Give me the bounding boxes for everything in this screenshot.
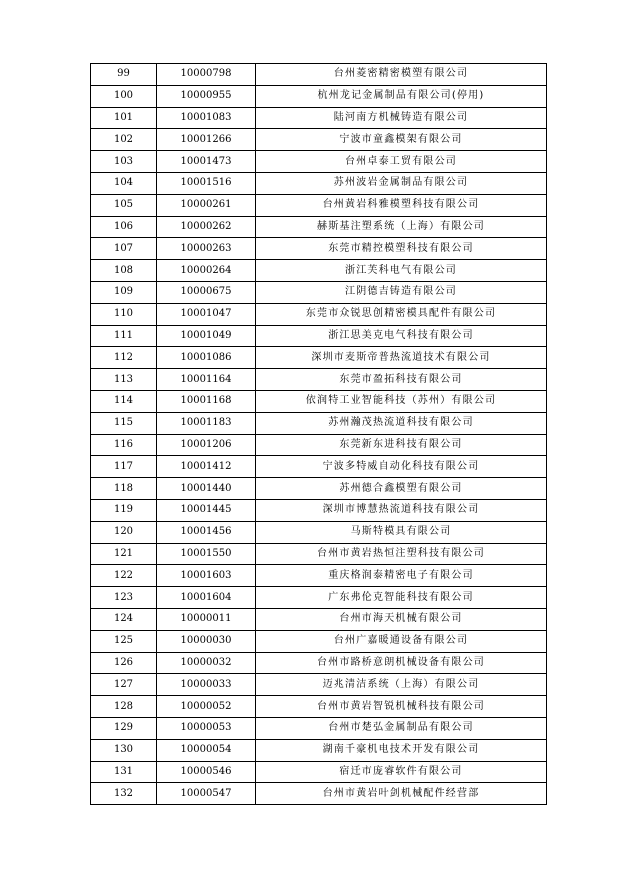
- company-name-cell: 台州菱密精密模塑有限公司: [256, 64, 547, 86]
- table-row: [91, 543, 547, 565]
- row-index-cell: 132: [91, 783, 157, 805]
- table-row: [91, 456, 547, 478]
- table-row: [91, 608, 547, 630]
- table-row: [91, 739, 547, 761]
- row-index-cell: 117: [91, 456, 157, 478]
- table-row: [91, 129, 547, 151]
- company-code-cell: 10001168: [157, 390, 256, 412]
- table-row: [91, 325, 547, 347]
- table-row: [91, 761, 547, 783]
- company-name-cell: 东莞新东进科技有限公司: [256, 434, 547, 456]
- company-code-cell: 10001516: [157, 172, 256, 194]
- row-index-cell: 109: [91, 281, 157, 303]
- company-name-cell: 台州市黄岩叶剑机械配件经营部: [256, 783, 547, 805]
- company-name-cell: 浙江芙科电气有限公司: [256, 260, 547, 282]
- table-row: [91, 194, 547, 216]
- company-code-cell: 10000263: [157, 238, 256, 260]
- company-code-cell: 10000675: [157, 281, 256, 303]
- table-row: [91, 238, 547, 260]
- row-index-cell: 104: [91, 172, 157, 194]
- company-code-cell: 10001440: [157, 478, 256, 500]
- company-name-cell: 台州黄岩科雅模塑科技有限公司: [256, 194, 547, 216]
- table-row: [91, 369, 547, 391]
- company-code-cell: 10000546: [157, 761, 256, 783]
- table-row: [91, 64, 547, 86]
- company-code-cell: 10000052: [157, 696, 256, 718]
- table-row: [91, 717, 547, 739]
- company-name-cell: 苏州波岩金属制品有限公司: [256, 172, 547, 194]
- row-index-cell: 118: [91, 478, 157, 500]
- table-row: [91, 347, 547, 369]
- table-row: [91, 172, 547, 194]
- table-row: [91, 260, 547, 282]
- company-name-cell: 广东弗伦克智能科技有限公司: [256, 587, 547, 609]
- row-index-cell: 123: [91, 587, 157, 609]
- row-index-cell: 101: [91, 107, 157, 129]
- row-index-cell: 106: [91, 216, 157, 238]
- company-code-cell: 10000011: [157, 608, 256, 630]
- row-index-cell: 112: [91, 347, 157, 369]
- row-index-cell: 124: [91, 608, 157, 630]
- row-index-cell: 121: [91, 543, 157, 565]
- company-code-cell: 10000264: [157, 260, 256, 282]
- company-code-cell: 10001473: [157, 151, 256, 173]
- company-code-cell: 10001412: [157, 456, 256, 478]
- row-index-cell: 111: [91, 325, 157, 347]
- company-code-cell: 10001206: [157, 434, 256, 456]
- table-row: [91, 281, 547, 303]
- company-code-cell: 10001445: [157, 499, 256, 521]
- table-row: [91, 85, 547, 107]
- company-code-cell: 10000798: [157, 64, 256, 86]
- row-index-cell: 122: [91, 565, 157, 587]
- row-index-cell: 115: [91, 412, 157, 434]
- table-row: [91, 565, 547, 587]
- company-name-cell: 江阴德吉铸造有限公司: [256, 281, 547, 303]
- company-code-cell: 10001164: [157, 369, 256, 391]
- company-name-cell: 赫斯基注塑系统（上海）有限公司: [256, 216, 547, 238]
- company-name-cell: 台州市海天机械有限公司: [256, 608, 547, 630]
- company-name-cell: 深圳市麦斯帝普热流道技术有限公司: [256, 347, 547, 369]
- company-code-cell: 10001550: [157, 543, 256, 565]
- company-code-cell: 10000547: [157, 783, 256, 805]
- table-row: [91, 652, 547, 674]
- company-code-cell: 10001603: [157, 565, 256, 587]
- company-name-cell: 台州广嘉暖通设备有限公司: [256, 630, 547, 652]
- row-index-cell: 110: [91, 303, 157, 325]
- company-code-cell: 10000032: [157, 652, 256, 674]
- company-code-cell: 10000261: [157, 194, 256, 216]
- row-index-cell: 100: [91, 85, 157, 107]
- table-row: [91, 216, 547, 238]
- row-index-cell: 130: [91, 739, 157, 761]
- company-code-cell: 10001183: [157, 412, 256, 434]
- company-name-cell: 宁波市童鑫模架有限公司: [256, 129, 547, 151]
- table-row: [91, 521, 547, 543]
- company-name-cell: 马斯特模具有限公司: [256, 521, 547, 543]
- table-row: [91, 696, 547, 718]
- table-row: [91, 587, 547, 609]
- row-index-cell: 129: [91, 717, 157, 739]
- company-name-cell: 迈兆清洁系统（上海）有限公司: [256, 674, 547, 696]
- row-index-cell: 102: [91, 129, 157, 151]
- company-name-cell: 陆河南方机械铸造有限公司: [256, 107, 547, 129]
- company-code-cell: 10001086: [157, 347, 256, 369]
- company-code-cell: 10001266: [157, 129, 256, 151]
- company-name-cell: 宁波多特威自动化科技有限公司: [256, 456, 547, 478]
- row-index-cell: 107: [91, 238, 157, 260]
- table-row: [91, 107, 547, 129]
- table-row: [91, 630, 547, 652]
- table-row: [91, 478, 547, 500]
- row-index-cell: 116: [91, 434, 157, 456]
- company-name-cell: 台州市黄岩智锐机械科技有限公司: [256, 696, 547, 718]
- company-code-cell: 10000030: [157, 630, 256, 652]
- table-row: [91, 412, 547, 434]
- company-name-cell: 台州市楚弘金属制品有限公司: [256, 717, 547, 739]
- table-row: [91, 434, 547, 456]
- company-code-cell: 10001456: [157, 521, 256, 543]
- row-index-cell: 131: [91, 761, 157, 783]
- company-code-cell: 10000033: [157, 674, 256, 696]
- company-code-cell: 10001047: [157, 303, 256, 325]
- row-index-cell: 127: [91, 674, 157, 696]
- company-name-cell: 东莞市众锐思创精密模具配件有限公司: [256, 303, 547, 325]
- company-code-cell: 10000955: [157, 85, 256, 107]
- company-code-cell: 10000262: [157, 216, 256, 238]
- row-index-cell: 114: [91, 390, 157, 412]
- company-code-cell: 10001049: [157, 325, 256, 347]
- company-name-cell: 台州市黄岩热恒注塑科技有限公司: [256, 543, 547, 565]
- company-name-cell: 浙江思美克电气科技有限公司: [256, 325, 547, 347]
- company-name-cell: 台州市路桥意朗机械设备有限公司: [256, 652, 547, 674]
- row-index-cell: 126: [91, 652, 157, 674]
- row-index-cell: 113: [91, 369, 157, 391]
- company-code-cell: 10001083: [157, 107, 256, 129]
- table-row: [91, 390, 547, 412]
- company-name-cell: 宿迁市庞睿软件有限公司: [256, 761, 547, 783]
- table-row: [91, 151, 547, 173]
- row-index-cell: 120: [91, 521, 157, 543]
- company-name-cell: 湖南千豪机电技术开发有限公司: [256, 739, 547, 761]
- company-code-cell: 10000054: [157, 739, 256, 761]
- table-row: [91, 783, 547, 805]
- row-index-cell: 99: [91, 64, 157, 86]
- company-name-cell: 杭州龙记金属制品有限公司(停用): [256, 85, 547, 107]
- company-name-cell: 深圳市博慧热流道科技有限公司: [256, 499, 547, 521]
- company-name-cell: 台州卓泰工贸有限公司: [256, 151, 547, 173]
- row-index-cell: 119: [91, 499, 157, 521]
- company-name-cell: 重庆格润泰精密电子有限公司: [256, 565, 547, 587]
- company-name-cell: 苏州瀚茂热流道科技有限公司: [256, 412, 547, 434]
- row-index-cell: 128: [91, 696, 157, 718]
- row-index-cell: 105: [91, 194, 157, 216]
- company-name-cell: 依润特工业智能科技（苏州）有限公司: [256, 390, 547, 412]
- company-code-cell: 10000053: [157, 717, 256, 739]
- company-name-cell: 东莞市精控模塑科技有限公司: [256, 238, 547, 260]
- company-name-cell: 苏州德合鑫模塑有限公司: [256, 478, 547, 500]
- row-index-cell: 125: [91, 630, 157, 652]
- company-code-cell: 10001604: [157, 587, 256, 609]
- table-row: [91, 674, 547, 696]
- table-body: [91, 64, 547, 805]
- company-table: [90, 63, 547, 805]
- company-name-cell: 东莞市盈拓科技有限公司: [256, 369, 547, 391]
- row-index-cell: 108: [91, 260, 157, 282]
- table-row: [91, 499, 547, 521]
- table-row: [91, 303, 547, 325]
- row-index-cell: 103: [91, 151, 157, 173]
